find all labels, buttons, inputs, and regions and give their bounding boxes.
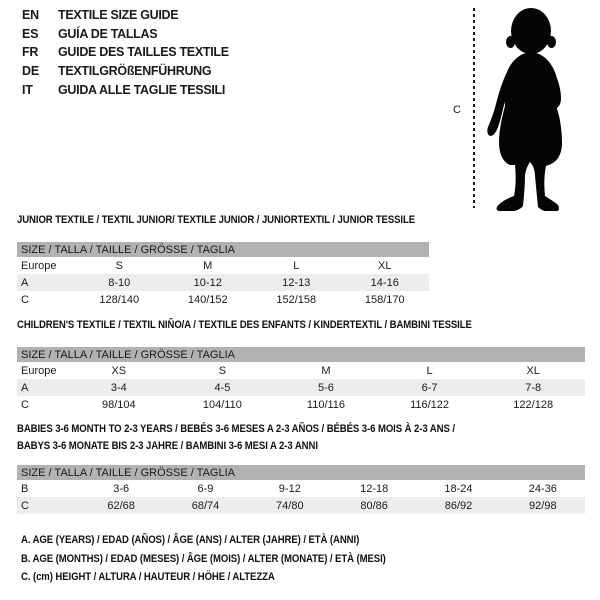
children-table-title: CHILDREN'S TEXTILE / TEXTIL NIÑO/A / TEXTILE DES ENFANTS / KINDERTEXTIL / BAMBINI TESSILE — [17, 319, 472, 331]
cell: 98/104 — [101, 398, 136, 411]
footnote-b: B. AGE (MONTHS) / EDAD (MESES) / ÂGE (MOIS) / ALTER (MONATE) / ETÀ (MESI) — [21, 552, 386, 565]
cell: 110/116 — [306, 398, 346, 411]
language-guide-title: TEXTILGRÖßENFÜHRUNG — [58, 64, 212, 79]
language-code: DE — [22, 64, 39, 79]
cell: 3-4 — [67, 379, 171, 396]
language-guide-title: GUIDA ALLE TAGLIE TESSILI — [58, 82, 226, 97]
size-header-cell: SIZE / TALLA / TAILLE / GRÖSSE / TAGLIA — [17, 242, 429, 257]
table-row — [17, 291, 429, 308]
language-row — [22, 25, 229, 44]
babies-table-title-line2: BABYS 3-6 MONATE BIS 2-3 JAHRE / BAMBINI 3-6 MESI A 2-3 ANNI — [17, 440, 318, 452]
cell: 6-9 — [197, 482, 214, 495]
cell: 8-10 — [75, 274, 164, 291]
babies-size-table — [17, 465, 585, 514]
cell: XS — [111, 364, 127, 377]
table-row — [17, 465, 585, 480]
row-label-cell: C — [21, 293, 29, 306]
cell: 86/92 — [416, 497, 500, 514]
cell: XL — [526, 364, 540, 377]
size-header-cell: SIZE / TALLA / TAILLE / GRÖSSE / TAGLIA — [17, 465, 585, 480]
table-row — [17, 480, 585, 497]
row-label-cell: C — [17, 497, 79, 514]
language-guide-title: GUÍA DE TALLAS — [58, 26, 158, 41]
cell: 62/68 — [79, 497, 163, 514]
language-code: EN — [22, 8, 39, 23]
cell: 140/152 — [187, 293, 228, 306]
table-row — [17, 257, 429, 274]
cell: 4-5 — [171, 379, 275, 396]
language-guide-title: GUIDE DES TAILLES TEXTILE — [58, 45, 229, 60]
height-measure-dashed-line — [473, 8, 475, 208]
cell: 92/98 — [501, 497, 585, 514]
language-row — [22, 6, 229, 25]
toddler-silhouette-icon — [482, 5, 578, 211]
cell: L — [293, 259, 300, 272]
row-label-cell: Europe — [21, 364, 57, 377]
table-row — [17, 497, 585, 514]
language-guide-list — [22, 6, 229, 99]
row-label-cell: A — [17, 274, 75, 291]
cell: 74/80 — [248, 497, 332, 514]
table-row — [17, 347, 585, 362]
cell: XL — [378, 259, 392, 272]
cell: S — [218, 364, 227, 377]
cell: 10-12 — [164, 274, 253, 291]
children-size-table — [17, 347, 585, 413]
cell: S — [115, 259, 123, 272]
table-row — [17, 274, 429, 291]
cell: 24-36 — [528, 482, 557, 495]
height-measure-label: C — [453, 104, 461, 116]
footnote-a: A. AGE (YEARS) / EDAD (AÑOS) / ÂGE (ANS) / ALTER (JAHRE) / ETÀ (ANNI) — [21, 534, 360, 546]
cell: 5-6 — [274, 379, 378, 396]
language-row — [22, 43, 229, 62]
cell: 158/170 — [364, 293, 405, 306]
cell: 12-18 — [360, 482, 389, 495]
cell: M — [321, 364, 331, 377]
language-code: IT — [22, 82, 33, 97]
footnote-c: C. (cm) HEIGHT / ALTURA / HAUTEUR / HÖHE / ALTEZZA — [21, 571, 275, 584]
row-label-cell: A — [17, 379, 67, 396]
junior-table-title: JUNIOR TEXTILE / TEXTIL JUNIOR/ TEXTILE JUNIOR / JUNIORTEXTIL / JUNIOR TESSILE — [17, 214, 416, 226]
cell: 128/140 — [99, 293, 140, 306]
cell: 6-7 — [378, 379, 482, 396]
language-row — [22, 80, 229, 99]
cell: L — [426, 364, 433, 377]
cell: 80/86 — [332, 497, 416, 514]
cell: 68/74 — [163, 497, 247, 514]
cell: 7-8 — [481, 379, 585, 396]
language-code: FR — [22, 45, 39, 60]
cell: 18-24 — [444, 482, 473, 495]
junior-size-table — [17, 242, 429, 308]
cell: 12-13 — [252, 274, 341, 291]
row-label-cell: B — [21, 482, 29, 495]
cell: M — [203, 259, 213, 272]
table-row — [17, 379, 585, 396]
size-header-cell: SIZE / TALLA / TAILLE / GRÖSSE / TAGLIA — [17, 347, 585, 362]
cell: 104/110 — [202, 398, 242, 411]
cell: 3-6 — [113, 482, 130, 495]
cell: 9-12 — [278, 482, 301, 495]
cell: 116/122 — [410, 398, 450, 411]
cell: 14-16 — [341, 274, 430, 291]
babies-table-title-line1: BABIES 3-6 MONTH TO 2-3 YEARS / BEBÉS 3-6 MESES A 2-3 AÑOS / BÉBÉS 3-6 MOIS À 2-3 ANS / — [17, 423, 455, 435]
language-guide-title: TEXTILE SIZE GUIDE — [58, 8, 179, 23]
language-row — [22, 62, 229, 81]
language-code: ES — [22, 26, 39, 41]
table-row — [17, 242, 429, 257]
table-row — [17, 396, 585, 413]
table-row — [17, 362, 585, 379]
row-label-cell: C — [21, 398, 29, 411]
cell: 122/128 — [513, 398, 554, 411]
cell: 152/158 — [276, 293, 317, 306]
footnotes — [21, 534, 440, 590]
row-label-cell: Europe — [21, 259, 57, 272]
